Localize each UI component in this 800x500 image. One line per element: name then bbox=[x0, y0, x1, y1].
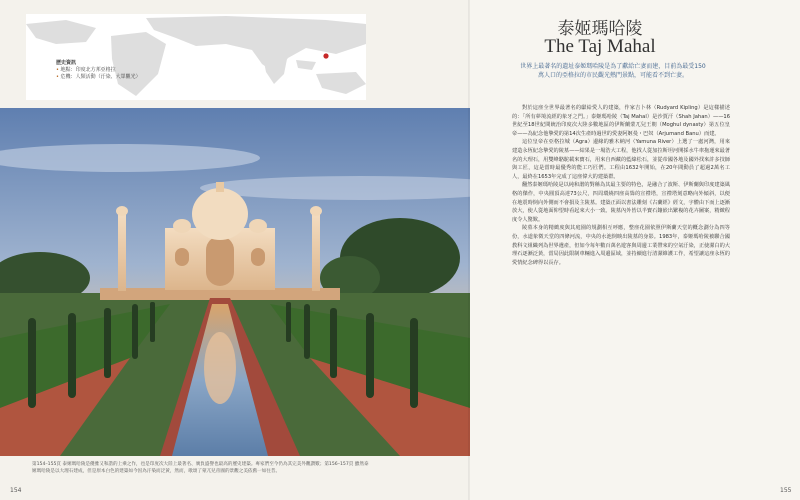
page-number-left: 154 bbox=[10, 487, 22, 494]
fact-danger-value: 人類活動（汙染、大眾觀光） bbox=[75, 74, 141, 80]
right-page bbox=[470, 0, 800, 500]
fact-location-label: 地點： bbox=[60, 67, 76, 73]
photo-caption: 第154–155頁 泰姬瑪哈陵是優雅又和諧的上乘之作，也是印度次大陸上最著名、廣負盛譽也最高的歷史建築。專家們至今仍為其完美外觀讚歎；第156–157頁 雖然泰姬瑪哈陵是以大理石建成，但是原本白色的建築如今因為汙染而泛黃，然而，歌頌了蒙兀兒帝國的景觀之美依舊一如往昔。 bbox=[32, 462, 369, 475]
fact-location-value: 印度北方邦亞格拉 bbox=[75, 67, 116, 73]
fact-danger bbox=[56, 74, 141, 81]
world-map-panel bbox=[26, 14, 366, 100]
body-paragraph: 這位皇帝在亞格拉城（Agra）邊緣的雅木納河（Yamuna River）上選了一處河灣，用來建造永恆紀念摯愛的陵墓——結果是一場浩大工程，他找人從加拉斯坦河開採水牛車拖運來最著名的大理石，用雙峰駱駝載來寶石，用來自西藏的藍綠松石，並從帝國各地及國外找來許多技師與工匠，這是當時最優秀的能工巧匠們。工程由1632年開始，在20年間動員了超過2萬名工人，最終在1653年完成了這座偉大的建築群。 bbox=[512, 139, 730, 180]
facts-box bbox=[56, 60, 141, 81]
body-paragraph: 翻然泰姬瑪哈陵是以純和諧的對稱為其最主要的特色，是融合了波斯、伊斯蘭與印度建築風格的傑作，中央圓頂高達73公尺，四周環繞四座高聳的宣禮塔，宣禮塔刻意略向外傾斜，以便在地震時倒向外側而不會損及主陵墓。建築正面以書法雕刻《古蘭經》經文，字體由下而上逐漸放大，使人從地面仰望時看起來大小一致。陵墓內外皆以半寶石鑲嵌出繁複的花卉圖案，精緻程度令人驚歎。 bbox=[512, 182, 730, 223]
fact-location bbox=[56, 67, 141, 74]
taj-mahal-photo bbox=[0, 108, 470, 456]
body-text bbox=[512, 104, 730, 267]
facts-title: 歷史資訊 bbox=[56, 60, 77, 66]
location-marker-icon bbox=[323, 53, 328, 58]
title-english: The Taj Mahal bbox=[544, 36, 656, 57]
body-paragraph: 對於這座全世界最著名的獻給愛人的建築，作家吉卜林（Rudyard Kipling）是這樣描述的：「所有夢境流經的象牙之門。」泰姬瑪哈陵（Taj Mahal）是沙賈汗（Shah Jahan）——16世紀至18世紀間統治印度次大陸多數地區的伊斯蘭蒙兀兒王朝（Moghul dynasty）第五位皇帝——為紀念他摯愛的第14次生產時過世的愛妻阿姬曼・巴奴（Arjumand Banu）而建。 bbox=[512, 105, 730, 137]
title-chinese: 泰姬瑪哈陵 bbox=[557, 19, 643, 39]
intro-paragraph: 世界上最著名的遺址泰姬瑪哈陵是為了獻給亡妻而建，目前為最受150萬人口的亞格拉的市民觀光熱門景點，可能看不到亡妻。 bbox=[520, 63, 706, 79]
bullet-icon: • bbox=[56, 67, 59, 73]
fact-danger-label: 危機： bbox=[60, 74, 76, 80]
body-paragraph: 陵墓本身的精緻度與其庭園的規劃相互呼應，整座花園依照伊斯蘭天堂的概念劃分為四等份，水道象徵天堂的四條河流，中央的水池倒映出陵墓的身影。1983年，泰姬瑪哈陵被聯合國教科文組織列為世界遺產，但如今每年數百萬名遊客與周邊工業帶來的空氣汙染，正使潔白的大理石逐漸泛黃，當局因此限制車輛進入周邊區域，並持續進行清潔維護工作，希望讓這座永恆的愛情紀念碑得以長存。 bbox=[512, 225, 730, 266]
bullet-icon: • bbox=[56, 74, 59, 80]
world-map bbox=[26, 14, 366, 100]
page-number-right: 155 bbox=[780, 487, 792, 494]
